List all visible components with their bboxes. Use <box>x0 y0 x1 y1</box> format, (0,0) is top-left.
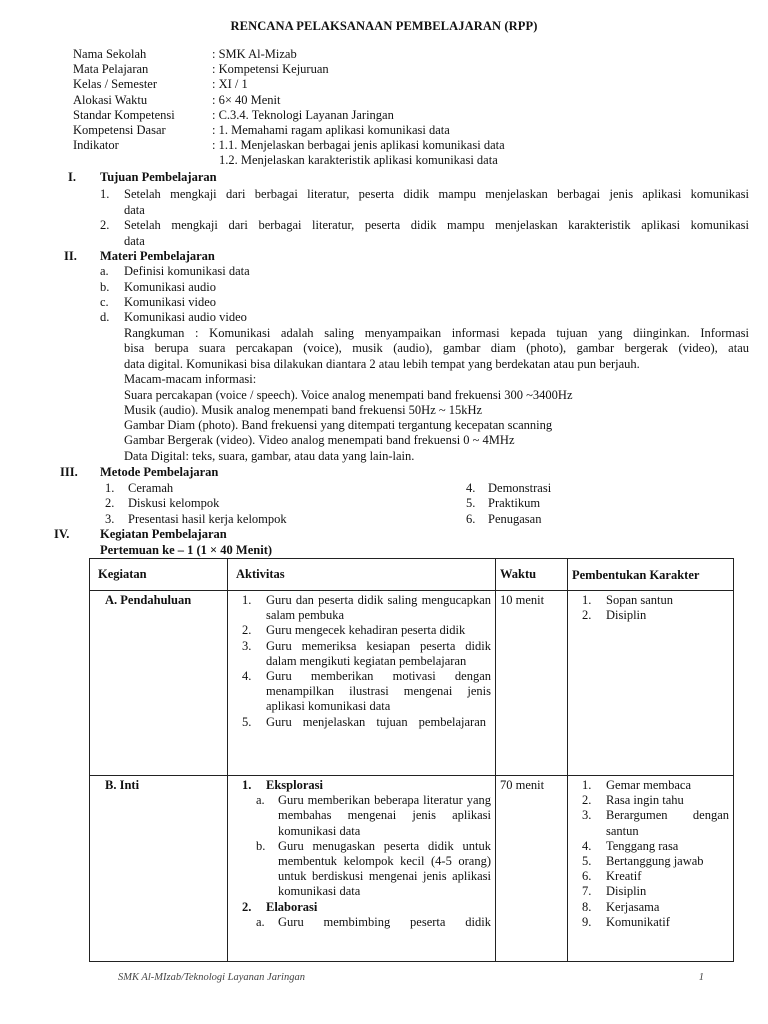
list-item <box>232 669 491 715</box>
list-text: Disiplin <box>606 608 647 623</box>
list-item <box>572 839 729 854</box>
section-1-heading: Tujuan Pembelajaran <box>100 170 217 184</box>
section-3-heading: Metode Pembelajaran <box>100 465 219 479</box>
list-item <box>572 808 729 838</box>
method-item: Penugasan <box>488 512 542 526</box>
list-number: 9. <box>582 914 592 929</box>
meta-key <box>73 153 219 168</box>
section-1-item-number: 1. <box>100 187 110 201</box>
list-number: 5. <box>582 854 592 869</box>
meta-key: Indikator <box>73 138 119 153</box>
list-text: Guru memeriksa kesiapan peserta didik dalam mengikuti kegiatan pembelajaran <box>266 638 491 668</box>
list-item <box>232 593 491 623</box>
section-1-item-text-continued: data <box>124 203 145 217</box>
list-item <box>232 715 491 730</box>
section-1-item-text-continued: data <box>124 234 145 248</box>
meta-value: : C.3.4. Teknologi Layanan Jaringan <box>212 107 394 122</box>
aktivitas-clip <box>232 778 491 961</box>
list-number: 7. <box>582 884 592 899</box>
list-number: 5. <box>242 714 252 729</box>
kegiatan-cell <box>90 776 228 962</box>
section-3-roman: III. <box>60 465 78 479</box>
meta-row <box>73 123 505 138</box>
list-number: 3. <box>582 808 592 823</box>
column-header: Aktivitas <box>228 559 496 591</box>
list-letter: a. <box>256 793 265 808</box>
method-number: 5. <box>466 496 476 510</box>
section-4-roman: IV. <box>54 527 70 541</box>
column-header: Kegiatan <box>90 559 228 591</box>
meta-value: : 1. Memahami ragam aplikasi komunikasi data <box>212 122 450 137</box>
method-item: Presentasi hasil kerja kelompok <box>128 512 287 526</box>
list-item <box>572 793 729 808</box>
meta-value: : 1.1. Menjelaskan berbagai jenis aplikasi komunikasi data <box>212 138 505 153</box>
aktivitas-cell <box>228 776 496 962</box>
material-item: Definisi komunikasi data <box>124 264 250 278</box>
section-2-roman: II. <box>64 249 77 263</box>
list-item <box>572 593 729 608</box>
list-item <box>572 884 729 899</box>
list-text: Guru menugaskan peserta didik untuk membentuk kelompok kecil (4-5 orang) untuk berdiskusi mengenai jenis aplikasi komunikasi data <box>278 838 491 899</box>
summary-line: bisa berupa suara percakapan (voice), musik (audio), gambar diam (photo), gambar bergerak (video), atau <box>124 341 749 355</box>
section-4-heading: Kegiatan Pembelajaran <box>100 527 227 541</box>
list-letter: a. <box>256 914 265 929</box>
list-item <box>572 915 729 930</box>
list-text: Disiplin <box>606 884 647 899</box>
method-number: 6. <box>466 512 476 526</box>
info-item: Musik (audio). Musik analog menempati band frekuensi 50Hz ~ 15kHz <box>124 403 483 417</box>
activity-table <box>89 558 734 962</box>
info-item: Gambar Diam (photo). Band frekuensi yang ditempati tergantung kecepatan scanning <box>124 418 553 432</box>
list-letter: b. <box>256 838 266 853</box>
meta-row <box>73 62 505 77</box>
list-number: 3. <box>242 638 252 653</box>
meta-row <box>73 93 505 108</box>
meta-block <box>73 47 505 169</box>
method-item: Ceramah <box>128 481 174 495</box>
section-1-roman: I. <box>68 170 76 184</box>
list-number: 1. <box>582 593 592 607</box>
info-item: Data Digital: teks, suara, gambar, atau data yang lain-lain. <box>124 449 415 463</box>
eksplorasi-heading <box>232 778 491 793</box>
page-footer <box>118 970 704 985</box>
list-text: Gemar membaca <box>606 778 692 792</box>
list-number: 2. <box>242 623 252 638</box>
method-item: Demonstrasi <box>488 481 552 495</box>
meta-row <box>73 108 505 123</box>
kegiatan-label: B. Inti <box>105 778 140 792</box>
meta-value: : Kompetensi Kejuruan <box>212 62 329 77</box>
meta-row <box>73 47 505 62</box>
list-item <box>572 869 729 884</box>
list-text: Tenggang rasa <box>606 838 679 853</box>
method-number: 2. <box>105 496 115 510</box>
list-text: Guru membimbing peserta didik <box>278 914 491 929</box>
material-item-letter: b. <box>100 280 110 294</box>
info-item: Gambar Bergerak (video). Video analog menempati band frekuensi 0 ~ 4MHz <box>124 433 515 447</box>
table-header-row <box>90 559 734 591</box>
list-text: Bertanggung jawab <box>606 854 704 869</box>
material-item-letter: c. <box>100 295 109 309</box>
meta-row <box>73 153 505 168</box>
list-number: 2. <box>242 899 252 914</box>
list-text: Guru memberikan motivasi dengan menampilkan ilustrasi mengenai jenis aplikasi komunikasi data <box>266 669 491 714</box>
column-header: Waktu <box>496 559 568 591</box>
summary-line: Rangkuman : Komunikasi adalah saling menyampaikan informasi kepada tujuan yang diinginkan. Informasi <box>124 326 749 340</box>
list-item <box>572 778 729 793</box>
section-2-heading: Materi Pembelajaran <box>100 249 215 263</box>
meta-value: : XI / 1 <box>212 77 248 92</box>
material-item-letter: a. <box>100 264 109 278</box>
method-item: Praktikum <box>488 496 541 510</box>
list-item <box>232 639 491 669</box>
list-number: 1. <box>242 593 252 607</box>
list-item <box>572 900 729 915</box>
list-number: 4. <box>242 669 252 684</box>
list-text: Guru memberikan beberapa literatur yang membahas mengenai jenis aplikasi komunikasi data <box>278 793 491 838</box>
section-1-item-text: Setelah mengkaji dari berbagai literatur, peserta didik mampu menjelaskan berbagai jenis aplikasi komunikasi <box>124 187 749 201</box>
table-row <box>90 776 734 962</box>
method-number: 1. <box>105 481 115 495</box>
list-text: Eksplorasi <box>266 778 323 792</box>
meta-row <box>73 138 505 153</box>
column-header: Pembentukan Karakter <box>568 559 734 591</box>
document-title: RENCANA PELAKSANAAN PEMBELAJARAN (RPP) <box>230 19 538 33</box>
list-item <box>232 839 491 900</box>
summary-line: data digital. Komunikasi bisa dilakukan diantara 2 atau lebih tempat yang berdekatan atau pun berjauh. <box>124 357 640 371</box>
list-text: Komunikatif <box>606 914 670 929</box>
list-text: Guru menjelaskan tujuan pembelajaran <box>266 714 486 729</box>
method-number: 3. <box>105 512 115 526</box>
list-text: Kerjasama <box>606 899 660 914</box>
meta-key: Alokasi Waktu <box>73 92 148 107</box>
elaborasi-heading <box>232 900 491 915</box>
list-text: Kreatif <box>606 869 642 884</box>
list-text: Rasa ingin tahu <box>606 793 684 808</box>
waktu-cell: 70 menit <box>496 776 568 962</box>
material-item-letter: d. <box>100 310 110 324</box>
waktu-cell: 10 menit <box>496 591 568 776</box>
footer-text: SMK Al-MIzab/Teknologi Layanan Jaringan <box>118 972 305 983</box>
meta-value: 1.2. Menjelaskan karakteristik aplikasi komunikasi data <box>219 153 498 168</box>
list-number: 6. <box>582 869 592 884</box>
meta-key: Standar Kompetensi <box>73 107 175 122</box>
karakter-cell <box>568 591 734 776</box>
material-item: Komunikasi audio <box>124 280 217 294</box>
list-number: 8. <box>582 899 592 914</box>
method-item: Diskusi kelompok <box>128 496 220 510</box>
list-text: Guru dan peserta didik saling mengucapkan salam pembuka <box>266 593 491 623</box>
info-heading: Macam-macam informasi: <box>124 372 257 386</box>
kegiatan-label: A. Pendahuluan <box>105 593 192 607</box>
list-text: Guru mengecek kehadiran peserta didik <box>266 623 466 638</box>
list-item <box>572 854 729 869</box>
table-row <box>90 591 734 776</box>
section-1-item-text: Setelah mengkaji dari berbagai literatur, peserta didik mampu menjelaskan karakteristik aplikasi komunikasi <box>124 218 749 232</box>
list-number: 4. <box>582 838 592 853</box>
method-number: 4. <box>466 481 476 495</box>
aktivitas-cell <box>228 591 496 776</box>
karakter-cell <box>568 776 734 962</box>
list-number: 1. <box>582 778 592 792</box>
material-item: Komunikasi video <box>124 295 217 309</box>
meta-value: : SMK Al-Mizab <box>212 47 297 61</box>
page-number: 1 <box>698 972 704 983</box>
material-item: Komunikasi audio video <box>124 310 247 324</box>
info-item: Suara percakapan (voice / speech). Voice analog menempati band frekuensi 300 ~3400Hz <box>124 388 573 402</box>
list-number: 1. <box>242 778 252 792</box>
meta-key: Nama Sekolah <box>73 47 147 61</box>
list-item <box>232 915 491 930</box>
list-text: Berargumen dengan santun <box>606 808 729 838</box>
section-1-item-number: 2. <box>100 218 110 232</box>
list-item <box>232 623 491 638</box>
list-text: Elaborasi <box>266 899 318 914</box>
list-item <box>232 793 491 839</box>
list-item <box>572 608 729 623</box>
meta-value: : 6× 40 Menit <box>212 92 281 107</box>
list-number: 2. <box>582 793 592 808</box>
meta-row <box>73 77 505 92</box>
kegiatan-cell <box>90 591 228 776</box>
meta-key: Kompetensi Dasar <box>73 122 166 137</box>
meeting-heading: Pertemuan ke – 1 (1 × 40 Menit) <box>100 543 273 557</box>
list-text: Sopan santun <box>606 593 674 607</box>
meta-key: Mata Pelajaran <box>73 62 149 77</box>
meta-key: Kelas / Semester <box>73 77 158 92</box>
list-number: 2. <box>582 608 592 623</box>
